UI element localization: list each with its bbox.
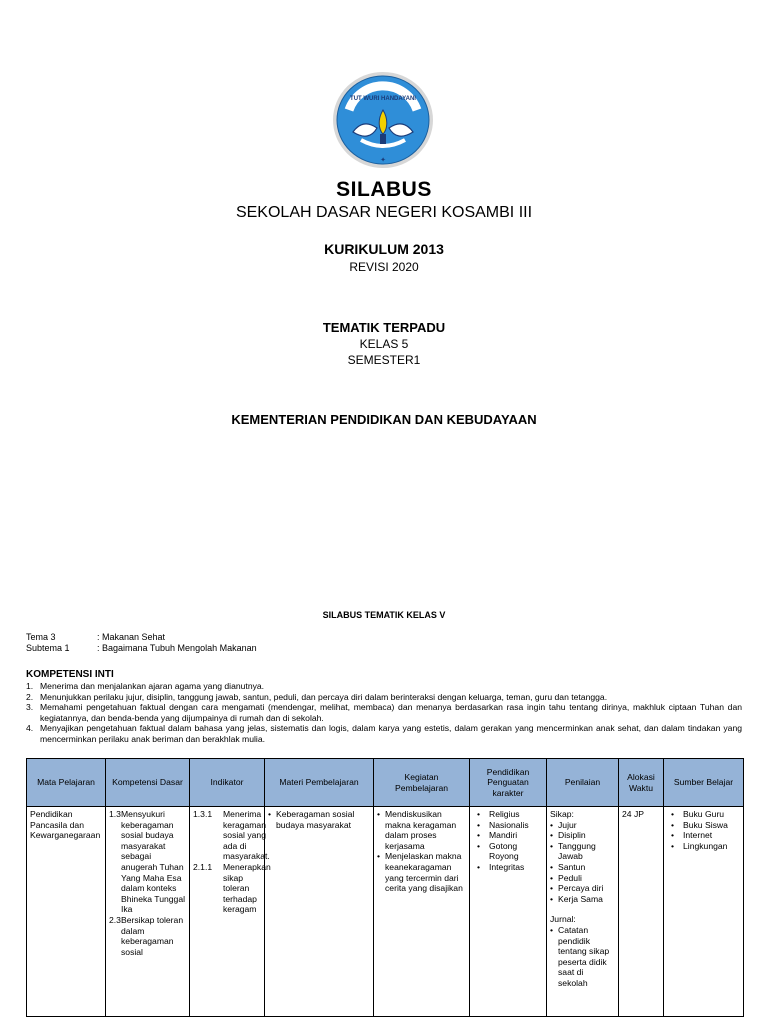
revision: REVISI 2020 [349, 260, 419, 274]
col-header: Mata Pelajaran [27, 759, 106, 807]
sikap-item: • Santun [550, 862, 615, 873]
kd-text: Mensyukuri keberagaman sosial budaya masyarakat sebagai anugerah Tuhan Yang Maha Esa dalam konteks Bhineka Tunggal Ika [121, 809, 186, 915]
materi-list [268, 809, 370, 830]
ki-text: Menyajikan pengetahuan faktual dalam bahasa yang jelas, sistematis dan logis, dalam karya yang estetis, dalam gerakan yang mencerminkan anak sehat, dan dalam tindakan yang mencerminkan perilaku anak beriman dan berakhlak mulia. [40, 723, 742, 744]
meta-row [26, 643, 257, 654]
meta-key: Tema 3 [26, 632, 56, 642]
ki-item [26, 681, 742, 692]
ki-text: Menunjukkan perilaku jujur, disiplin, tanggung jawab, santun, peduli, dan percaya diri dalam berinteraksi dengan keluarga, teman, guru dan tetangga. [40, 691, 608, 702]
ind-text: Menerima keragaman sosial yang ada di masyarakat. [223, 809, 270, 862]
table-row [27, 807, 744, 1017]
class-label: KELAS 5 [359, 337, 409, 351]
meta-value: : Makanan Sehat [97, 632, 166, 642]
kd-num: 2.3 [109, 914, 121, 925]
col-header: Indikator [190, 759, 265, 807]
sumber-list [667, 809, 740, 851]
col-header: Sumber Belajar [664, 759, 744, 807]
meta-key: Subtema 1 [26, 643, 70, 653]
karakter-item: • Religius [473, 809, 543, 820]
table-header-row [27, 759, 744, 807]
col-header: Alokasi Waktu [619, 759, 664, 807]
sikap-item: • Percaya diri [550, 883, 615, 894]
ind-num: 1.3.1 [193, 809, 213, 819]
svg-text:TUT WURI HANDAYANI: TUT WURI HANDAYANI [350, 96, 416, 102]
col-header: Materi Pembelajaran [265, 759, 374, 807]
ki-item [26, 723, 742, 744]
svg-text:✦: ✦ [380, 157, 386, 164]
cell-karakter [470, 807, 547, 1017]
tut-wuri-handayani-logo [331, 70, 435, 170]
ki-text: Memahami pengetahuan faktual dengan cara mengamati (mendengar, melihat, membaca) dan menanya berdasarkan rasa ingin tahu tentang dirinya, makhluk ciptaan Tuhan dan kegiatannya, dan benda-benda yang dijumpainya di rumah dan di sekolah. [40, 702, 742, 723]
col-header: Pendidikan Penguatan karakter [470, 759, 547, 807]
ki-item [26, 692, 742, 703]
col-header: Penilaian [547, 759, 619, 807]
cell-kd [106, 807, 190, 1017]
cell-sumber [664, 807, 744, 1017]
jurnal-label: Jurnal: [550, 914, 576, 925]
sikap-item: • Disiplin [550, 830, 615, 841]
col-header: Kegiatan Pembelajaran [374, 759, 470, 807]
cell-mapel: Pendidikan Pancasila dan Kewarganegaraan [27, 807, 106, 1017]
cell-alokasi: 24 JP [619, 807, 664, 1017]
kd-item [109, 809, 186, 915]
doc-title: SILABUS [336, 178, 432, 201]
theme-heading: TEMATIK TERPADU [322, 320, 446, 335]
ki-num: 1. [26, 681, 34, 691]
karakter-list [473, 809, 543, 873]
ind-text: Menerapkan sikap toleran terhadap keragam [223, 861, 271, 915]
kd-item [109, 915, 186, 957]
sikap-item: • Tanggung Jawab [550, 841, 615, 862]
sikap-item: • Jujur [550, 820, 615, 831]
cell-indikator [190, 807, 271, 1017]
jurnal-list [550, 925, 615, 989]
school-name: SEKOLAH DASAR NEGERI KOSAMBI III [235, 204, 533, 221]
sumber-item: • Buku Siswa [667, 820, 740, 831]
sikap-list [550, 820, 615, 905]
ind-num: 2.1.1 [193, 861, 213, 872]
ki-text: Menerima dan menjalankan ajaran agama yang dianutnya. [40, 681, 265, 691]
karakter-item: • Nasionalis [473, 820, 543, 831]
ministry-name: KEMENTERIAN PENDIDIKAN DAN KEBUDAYAAN [231, 412, 537, 427]
ki-num: 4. [26, 723, 34, 734]
kd-num: 1.3 [109, 809, 121, 819]
indikator-item [193, 809, 270, 862]
ki-list [26, 681, 742, 745]
sumber-item: • Buku Guru [667, 809, 740, 820]
meta-row [26, 632, 257, 643]
cell-materi [265, 807, 374, 1017]
ki-num: 3. [26, 702, 34, 713]
meta-value: : Bagaimana Tubuh Mengolah Makanan [97, 643, 257, 653]
sumber-item: • Lingkungan [667, 841, 740, 852]
cell-kegiatan [374, 807, 470, 1017]
col-header: Kompetensi Dasar [106, 759, 190, 807]
theme-meta [26, 632, 257, 654]
ki-title: KOMPETENSI INTI [26, 669, 114, 680]
sikap-label: Sikap: [550, 809, 574, 819]
kegiatan-item: • Mendiskusikan makna keragaman dalam proses kerjasama [377, 809, 466, 851]
jurnal-item: • Catatan pendidik tentang sikap peserta didik saat di sekolah [550, 925, 615, 989]
cell-penilaian [547, 807, 619, 1017]
sumber-item: • Internet [667, 830, 740, 841]
karakter-item: • Integritas [473, 862, 543, 873]
materi-item: • Keberagaman sosial budaya masyarakat [268, 809, 370, 830]
sikap-item: • Peduli [550, 873, 615, 884]
syllabus-table [26, 758, 744, 1017]
syllabus-subtitle: SILABUS TEMATIK KELAS V [322, 610, 446, 620]
karakter-item: • Mandiri [473, 830, 543, 841]
curriculum: KURIKULUM 2013 [324, 241, 444, 257]
kegiatan-item: • Menjelaskan makna keanekaragaman yang tercermin dari cerita yang disajikan [377, 851, 466, 893]
indikator-item [193, 861, 271, 915]
ki-num: 2. [26, 691, 34, 702]
kd-text: Bersikap toleran dalam keberagaman sosial [121, 914, 184, 957]
karakter-item: • Gotong Royong [473, 841, 543, 862]
kegiatan-list [377, 809, 466, 894]
semester-label: SEMESTER1 [347, 353, 421, 367]
sikap-item: • Kerja Sama [550, 894, 615, 905]
ki-item [26, 702, 742, 723]
